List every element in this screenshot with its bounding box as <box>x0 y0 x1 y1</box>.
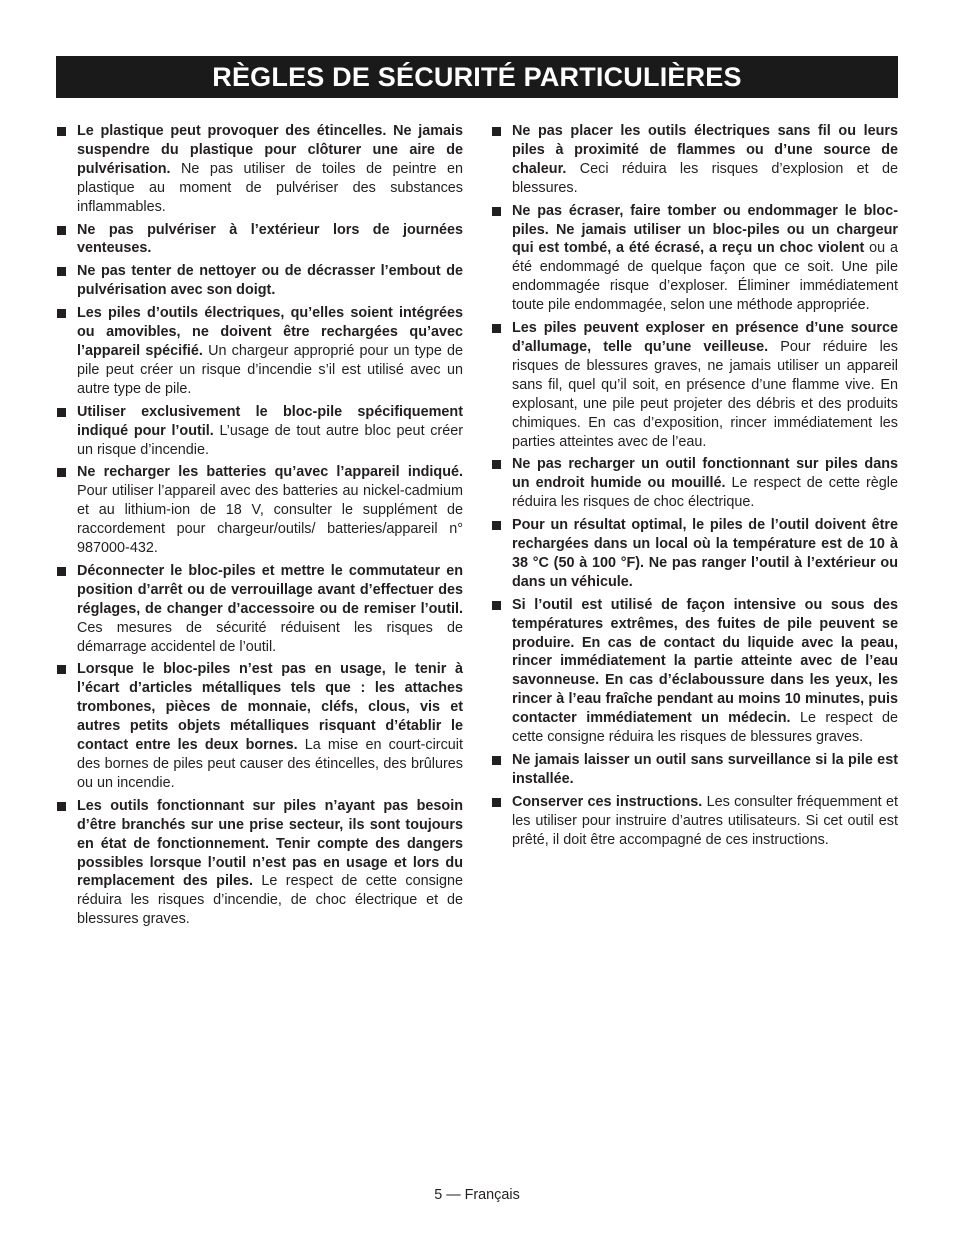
item-bold-text: Ne recharger les batteries qu’avec l’appareil indiqué. <box>77 464 463 481</box>
item-text: La mise en court-circuit des bornes de piles peut causer des étincelles, des brûlures ou un incendie. <box>77 737 463 791</box>
square-bullet-icon <box>492 127 501 136</box>
item-bold-text: Ne pas écraser, faire tomber ou endommager le bloc-piles. Ne jamais utiliser un bloc-piles ou un chargeur qui est tombé, a été écrasé, a reçu un choc violent <box>512 202 898 257</box>
item-bold-text: Ne jamais laisser un outil sans surveillance si la pile est installée. <box>512 752 898 787</box>
item-bold-text: Les piles d’outils électriques, qu’elles soient intégrées ou amovibles, ne doivent être rechargées qu’avec l’appareil spécifié. <box>77 305 463 359</box>
square-bullet-icon <box>492 756 501 765</box>
list-item <box>56 797 463 929</box>
square-bullet-icon <box>57 226 66 235</box>
square-bullet-icon <box>57 127 66 136</box>
item-bold-text: Ne pas placer les outils électriques sans fil ou leurs piles à proximité de flammes ou d’une source de chaleur. <box>512 123 898 177</box>
item-bold-text: Lorsque le bloc-piles n’est pas en usage, le tenir à l’écart d’articles métalliques tels que : les attaches trombones, pièces de monnaie, cléfs, clous, vis et autres petits objets métalliques risquant d’établir le contact entre les deux bornes. <box>77 661 463 754</box>
list-item <box>491 122 898 198</box>
square-bullet-icon <box>492 460 501 469</box>
list-item <box>56 403 463 460</box>
item-bold-text: Pour un résultat optimal, le piles de l’outil doivent être rechargées dans un local où la température est de 10 à 38 °C (50 à 100 °F). Ne pas ranger l’outil à l’extérieur ou dans un véhicule. <box>512 517 898 590</box>
section-title-bar <box>56 56 898 98</box>
list-item <box>56 262 463 300</box>
list-item <box>56 221 463 259</box>
item-bold-text: Ne pas tenter de nettoyer ou de décrasser l’embout de pulvérisation avec son doigt. <box>77 263 463 299</box>
square-bullet-icon <box>57 309 66 318</box>
item-text: Le respect de cette règle réduira les risques de choc électrique. <box>512 475 898 511</box>
item-text: Ces mesures de sécurité réduisent les risques de démarrage accidentel de l’outil. <box>77 619 463 655</box>
list-item <box>56 463 463 558</box>
list-item <box>491 751 898 789</box>
list-item <box>56 122 463 217</box>
left-column <box>56 122 463 933</box>
square-bullet-icon <box>57 567 66 576</box>
item-bold-text: Les outils fonctionnant sur piles n’ayant pas besoin d’être branchés sur une prise secteur, ils sont toujours en état de fonctionnement. Tenir compte des dangers possibles lorsque l’outil n’est pas en usage et lors du remplacement des piles. <box>77 797 463 890</box>
item-text: Le respect de cette consigne réduira les risques de blessures graves. <box>512 710 898 746</box>
list-item <box>491 596 898 747</box>
square-bullet-icon <box>492 798 501 807</box>
list-item <box>56 562 463 657</box>
item-text: ou a été endommagé de quelque façon que ce soit. Une pile endommagée risque d’exploser. Éliminer immédiatement toute pile endommagée, selon une méthode appropriée. <box>512 240 898 314</box>
list-item <box>491 202 898 315</box>
page-footer <box>0 1187 954 1203</box>
square-bullet-icon <box>492 521 501 530</box>
right-column <box>491 122 898 854</box>
item-text: Ceci réduira les risques d’explosion et de blessures. <box>512 160 898 196</box>
square-bullet-icon <box>57 802 66 811</box>
list-item <box>56 304 463 399</box>
item-bold-text: Le plastique peut provoquer des étincelles. Ne jamais suspendre du plastique pour clôturer une aire de pulvérisation. <box>77 123 463 177</box>
item-text: Pour utiliser l’appareil avec des batteries au nickel-cadmium et au lithium-ion de 18 V, consulter le supplément de raccordement pour chargeur/outils/ batteries/appareil n° 987000-432. <box>77 483 463 557</box>
square-bullet-icon <box>492 601 501 610</box>
list-item <box>56 660 463 792</box>
square-bullet-icon <box>57 267 66 276</box>
page-title: RÈGLES DE SÉCURITÉ PARTICULIÈRES <box>212 61 742 92</box>
item-bold-text: Si l’outil est utilisé de façon intensive ou sous des températures extrêmes, des fuites de pile peuvent se produire. En cas de contact du liquide avec la peau, rincer immédiatement la partie atteinte avec de l’eau savonneuse. En cas d’éclaboussure dans les yeux, les rincer à l’eau fraîche pendant au moins 10 minutes, puis contacter immédiatement un médecin. <box>512 596 898 727</box>
item-bold-text: Conserver ces instructions. <box>512 793 703 810</box>
list-item <box>491 319 898 451</box>
list-item <box>491 455 898 512</box>
square-bullet-icon <box>57 665 66 674</box>
list-item <box>491 516 898 592</box>
item-text: Les consulter fréquemment et les utiliser pour instruire d’autres utilisateurs. Si cet outil est prêté, il doit être accompagné de ces instructions. <box>512 793 899 848</box>
item-text: L’usage de tout autre bloc peut créer un risque d’incendie. <box>77 422 464 458</box>
item-bold-text: Déconnecter le bloc-piles et mettre le commutateur en position d’arrêt ou de verrouillage avant d’effectuer des réglages, de changer d’accessoire ou de remiser l’outil. <box>77 562 463 617</box>
square-bullet-icon <box>57 408 66 417</box>
square-bullet-icon <box>492 207 501 216</box>
item-bold-text: Les piles peuvent exploser en présence d’une source d’allumage, telle qu’une veilleuse. <box>512 320 898 355</box>
square-bullet-icon <box>492 324 501 333</box>
item-text: Ne pas utiliser de toiles de peintre en plastique au moment de pulvériser des substances inflammables. <box>77 160 463 215</box>
list-item <box>491 793 898 850</box>
square-bullet-icon <box>57 468 66 477</box>
page-number: 5 — Français <box>434 1187 520 1203</box>
item-bold-text: Utiliser exclusivement le bloc-pile spécifiquement indiqué pour l’outil. <box>77 403 463 439</box>
item-bold-text: Ne pas pulvériser à l’extérieur lors de journées venteuses. <box>77 221 463 257</box>
item-text: Pour réduire les risques de blessures graves, ne jamais utiliser un appareil sans fil, quel qu’il soit, en présence d’une flamme vive. En explosant, une pile peut projeter des débris et des produits chimiques. En cas d’exposition, rincer immédiatement les parties atteintes avec de l’eau. <box>512 338 898 450</box>
item-text: Un chargeur approprié pour un type de pile peut créer un risque d’incendie s’il est utilisé avec un autre type de pile. <box>77 342 464 397</box>
item-text: Le respect de cette consigne réduira les risques d’incendie, de choc électrique et de blessures graves. <box>77 873 464 928</box>
item-bold-text: Ne pas recharger un outil fonctionnant sur piles dans un endroit humide ou mouillé. <box>512 456 898 492</box>
